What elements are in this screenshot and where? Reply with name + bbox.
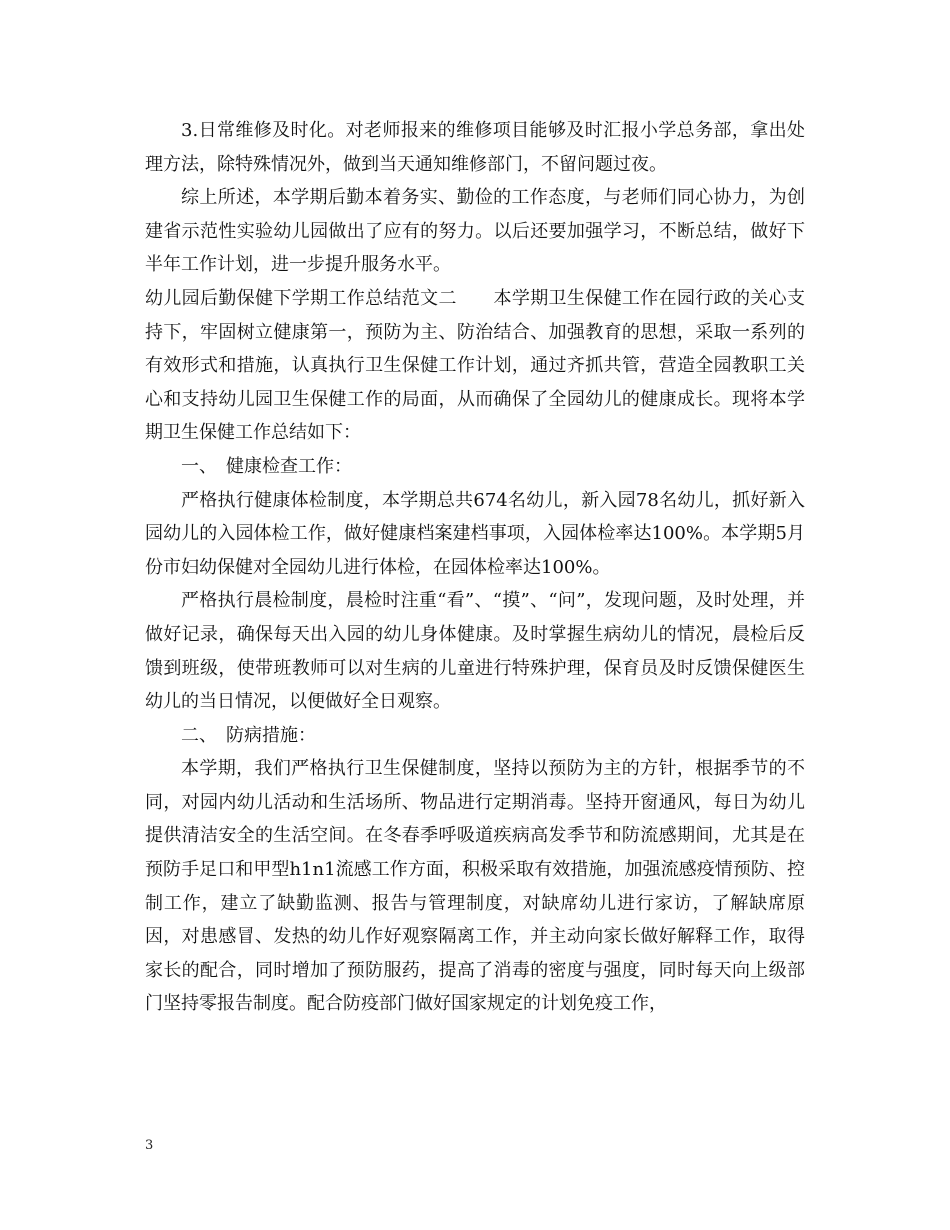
- paragraph-physical-exam: 严格执行健康体检制度，本学期总共674名幼儿，新入园78名幼儿，抓好新入园幼儿的入园体检工作，做好健康档案建档事项，入园体检率达100%。本学期5月份市妇幼保健对全园幼儿进行体检，在园体检率达100%。: [145, 489, 805, 578]
- paragraph-prevention-measures: 本学期，我们严格执行卫生保健制度，坚持以预防为主的方针，根据季节的不同，对园内幼儿活动和生活场所、物品进行定期消毒。坚持开窗通风，每日为幼儿提供清洁安全的生活空间。在冬春季呼吸道疾病高发季节和防流感期间，尤其是在预防手足口和甲型h1n1流感工作方面，积极采取有效措施，加强流感疫情预防、控制工作，建立了缺勤监测、报告与管理制度，对缺席幼儿进行家访，了解缺席原因，对患感冒、发热的幼儿作好观察隔离工作，并主动向家长做好解释工作，取得家长的配合，同时增加了预防服药，提高了消毒的密度与强度，同时每天向上级部门坚持零报告制度。配合防疫部门做好国家规定的计划免疫工作，: [145, 758, 805, 1015]
- page-number: 3: [145, 1138, 154, 1153]
- document-body: [145, 114, 805, 1021]
- paragraph-essay-two-intro: 幼儿园后勤保健下学期工作总结范文二 本学期卫生保健工作在园行政的关心支持下，牢固树立健康第一，预防为主、防治结合、加强教育的思想，采取一系列的有效形式和措施，认真执行卫生保健工作计划，通过齐抓共管，营造全园教职工关心和支持幼儿园卫生保健工作的局面，从而确保了全园幼儿的健康成长。现将本学期卫生保健工作总结如下：: [145, 287, 805, 444]
- paragraph-summary: 综上所述，本学期后勤本着务实、勤俭的工作态度，与老师们同心协力，为创建省示范性实验幼儿园做出了应有的努力。以后还要加强学习，不断总结，做好下半年工作计划，进一步提升服务水平。: [145, 187, 805, 276]
- section-heading-health-check: 一、 健康检查工作：: [181, 455, 352, 477]
- paragraph-morning-check: 严格执行晨检制度，晨检时注重“看”、“摸”、“问”，发现问题，及时处理，并做好记录，确保每天出入园的幼儿身体健康。及时掌握生病幼儿的情况，晨检后反馈到班级，使带班教师可以对生病的儿童进行特殊护理，保育员及时反馈保健医生幼儿的当日情况，以便做好全日观察。: [145, 590, 805, 713]
- section-heading-disease-prevention: 二、 防病措施：: [181, 724, 316, 746]
- paragraph-repair: 3.日常维修及时化。对老师报来的维修项目能够及时汇报小学总务部，拿出处理方法，除特殊情况外，做到当天通知维修部门，不留问题过夜。: [145, 120, 805, 175]
